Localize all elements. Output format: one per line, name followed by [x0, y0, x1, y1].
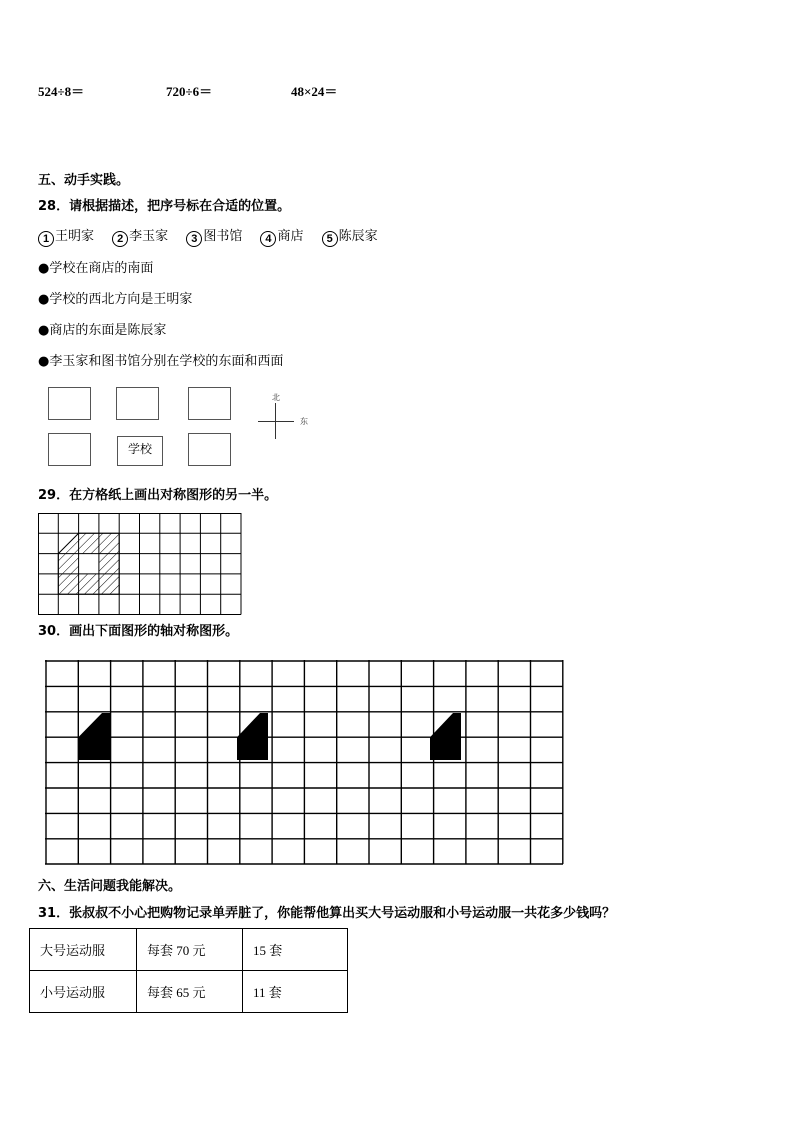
- q30-shape-1: [78, 713, 110, 760]
- map-box-bottom-left[interactable]: [48, 433, 91, 466]
- shopping-record-table: [29, 928, 348, 1013]
- table-row: [30, 971, 348, 1013]
- table-cell: 每套 65 元: [137, 971, 243, 1013]
- map-box-bottom-right[interactable]: [188, 433, 231, 466]
- map-box-top-middle[interactable]: [116, 387, 159, 420]
- calc-1: 524÷8＝: [38, 84, 85, 99]
- map-box-school: [117, 436, 163, 466]
- table-row: [30, 929, 348, 971]
- table-cell: 大号运动服: [30, 929, 137, 971]
- map-box-top-right[interactable]: [188, 387, 231, 420]
- q30-shape-3: [430, 713, 461, 760]
- option-4: 4 商店: [260, 229, 303, 244]
- compass-north-label: 北: [272, 393, 280, 402]
- q28-clue-4: ●李玉家和图书馆分别在学校的东面和西面: [38, 354, 284, 369]
- option-1: 1 王明家: [38, 229, 94, 244]
- q28-clue-1: ●学校在商店的南面: [38, 261, 154, 276]
- table-cell: 11 套: [243, 971, 348, 1013]
- q28-prompt: 28．请根据描述，把序号标在合适的位置。: [38, 199, 291, 214]
- section6-title: 六、生活问题我能解决。: [38, 879, 182, 894]
- school-label: 学校: [127, 442, 152, 456]
- q30-shape-2: [237, 713, 268, 760]
- q29-shaded-shape: [58, 533, 119, 594]
- q30-grid[interactable]: [45, 660, 565, 866]
- option-5: 5 陈辰家: [322, 229, 378, 244]
- option-3: 3 图书馆: [186, 229, 242, 244]
- q29-prompt: 29．在方格纸上画出对称图形的另一半。: [38, 488, 278, 503]
- section5-title: 五、动手实践。: [38, 173, 130, 188]
- calc-3: 48×24＝: [291, 84, 338, 99]
- map-box-top-left[interactable]: [48, 387, 91, 420]
- calc-2: 720÷6＝: [166, 84, 213, 99]
- q30-prompt: 30．画出下面图形的轴对称图形。: [38, 624, 239, 639]
- table-cell: 每套 70 元: [137, 929, 243, 971]
- compass-east-label: 东: [300, 417, 308, 426]
- option-2: 2 李玉家: [112, 229, 168, 244]
- q28-clue-2: ●学校的西北方向是王明家: [38, 292, 193, 307]
- q31-prompt: 31．张叔叔不小心把购物记录单弄脏了，你能帮他算出买大号运动服和小号运动服一共花多少钱吗？: [38, 906, 616, 921]
- table-cell: 小号运动服: [30, 971, 137, 1013]
- q29-grid[interactable]: [38, 513, 243, 615]
- q28-options: [38, 229, 392, 247]
- q28-clue-3: ●商店的东面是陈辰家: [38, 323, 167, 338]
- table-cell: 15 套: [243, 929, 348, 971]
